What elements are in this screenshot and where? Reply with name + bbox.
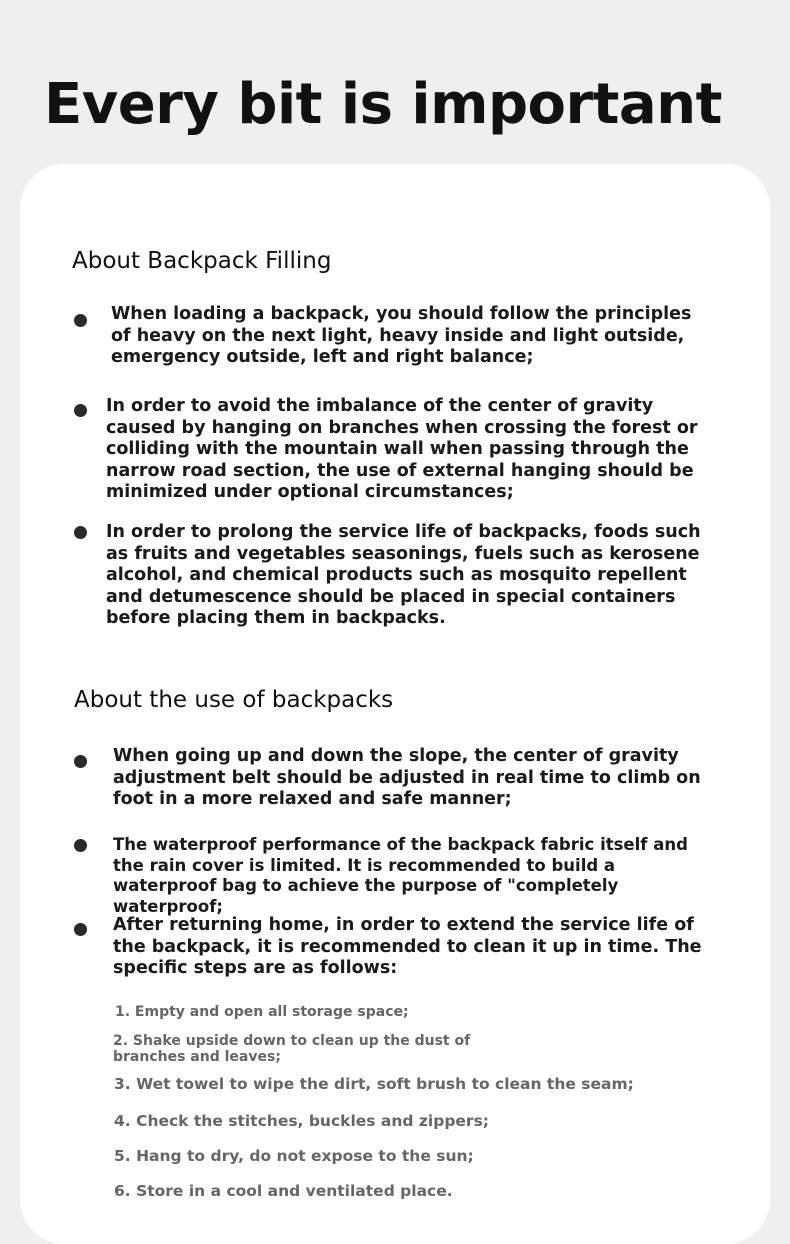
section-title-usage: About the use of backpacks bbox=[74, 687, 394, 713]
filling-item-1-text: When loading a backpack, you should follow the principles of heavy on the next light, heavy inside and light outside, emergency outside, left and right balance; bbox=[111, 304, 692, 367]
step-item: 5. Hang to dry, do not expose to the sun; bbox=[114, 1147, 474, 1165]
page-headline: Every bit is important bbox=[44, 72, 722, 137]
step-item: 1. Empty and open all storage space; bbox=[115, 1004, 409, 1020]
bullet-dot-icon bbox=[74, 755, 87, 768]
step-item: 3. Wet towel to wipe the dirt, soft brush to clean the seam; bbox=[114, 1075, 634, 1093]
content-card bbox=[20, 164, 770, 1244]
section-title-filling: About Backpack Filling bbox=[72, 248, 332, 274]
usage-item-3-text: After returning home, in order to extend the service life of the backpack, it is recommended to clean it up in time. The specific steps are as follows: bbox=[113, 915, 702, 978]
bullet-dot-icon bbox=[74, 839, 87, 852]
bullet-dot-icon bbox=[74, 923, 87, 936]
filling-item-2-text: In order to avoid the imbalance of the center of gravity caused by hanging on branches when crossing the forest or colliding with the mountain wall when passing through the narrow road section, the use of external hanging should be minimized under optional circumstances; bbox=[106, 396, 698, 502]
bullet-dot-icon bbox=[74, 404, 87, 417]
bullet-dot-icon bbox=[74, 526, 87, 539]
step-item: 4. Check the stitches, buckles and zippers; bbox=[114, 1112, 490, 1130]
filling-item-3-text: In order to prolong the service life of backpacks, foods such as fruits and vegetables seasonings, fuels such as kerosene alcohol, and chemical products such as mosquito repellent and detumescence should be placed in special containers before placing them in backpacks. bbox=[106, 522, 701, 628]
usage-item-2-text: The waterproof performance of the backpack fabric itself and the rain cover is limited. It is recommended to build a waterproof bag to achieve the purpose of "completely waterproof; bbox=[113, 835, 688, 916]
bullet-dot-icon bbox=[74, 314, 87, 327]
step-item: 2. Shake upside down to clean up the dust of branches and leaves; bbox=[113, 1033, 471, 1065]
usage-item-1-text: When going up and down the slope, the center of gravity adjustment belt should be adjusted in real time to climb on foot in a more relaxed and safe manner; bbox=[113, 746, 701, 809]
step-item: 6. Store in a cool and ventilated place. bbox=[114, 1182, 453, 1200]
